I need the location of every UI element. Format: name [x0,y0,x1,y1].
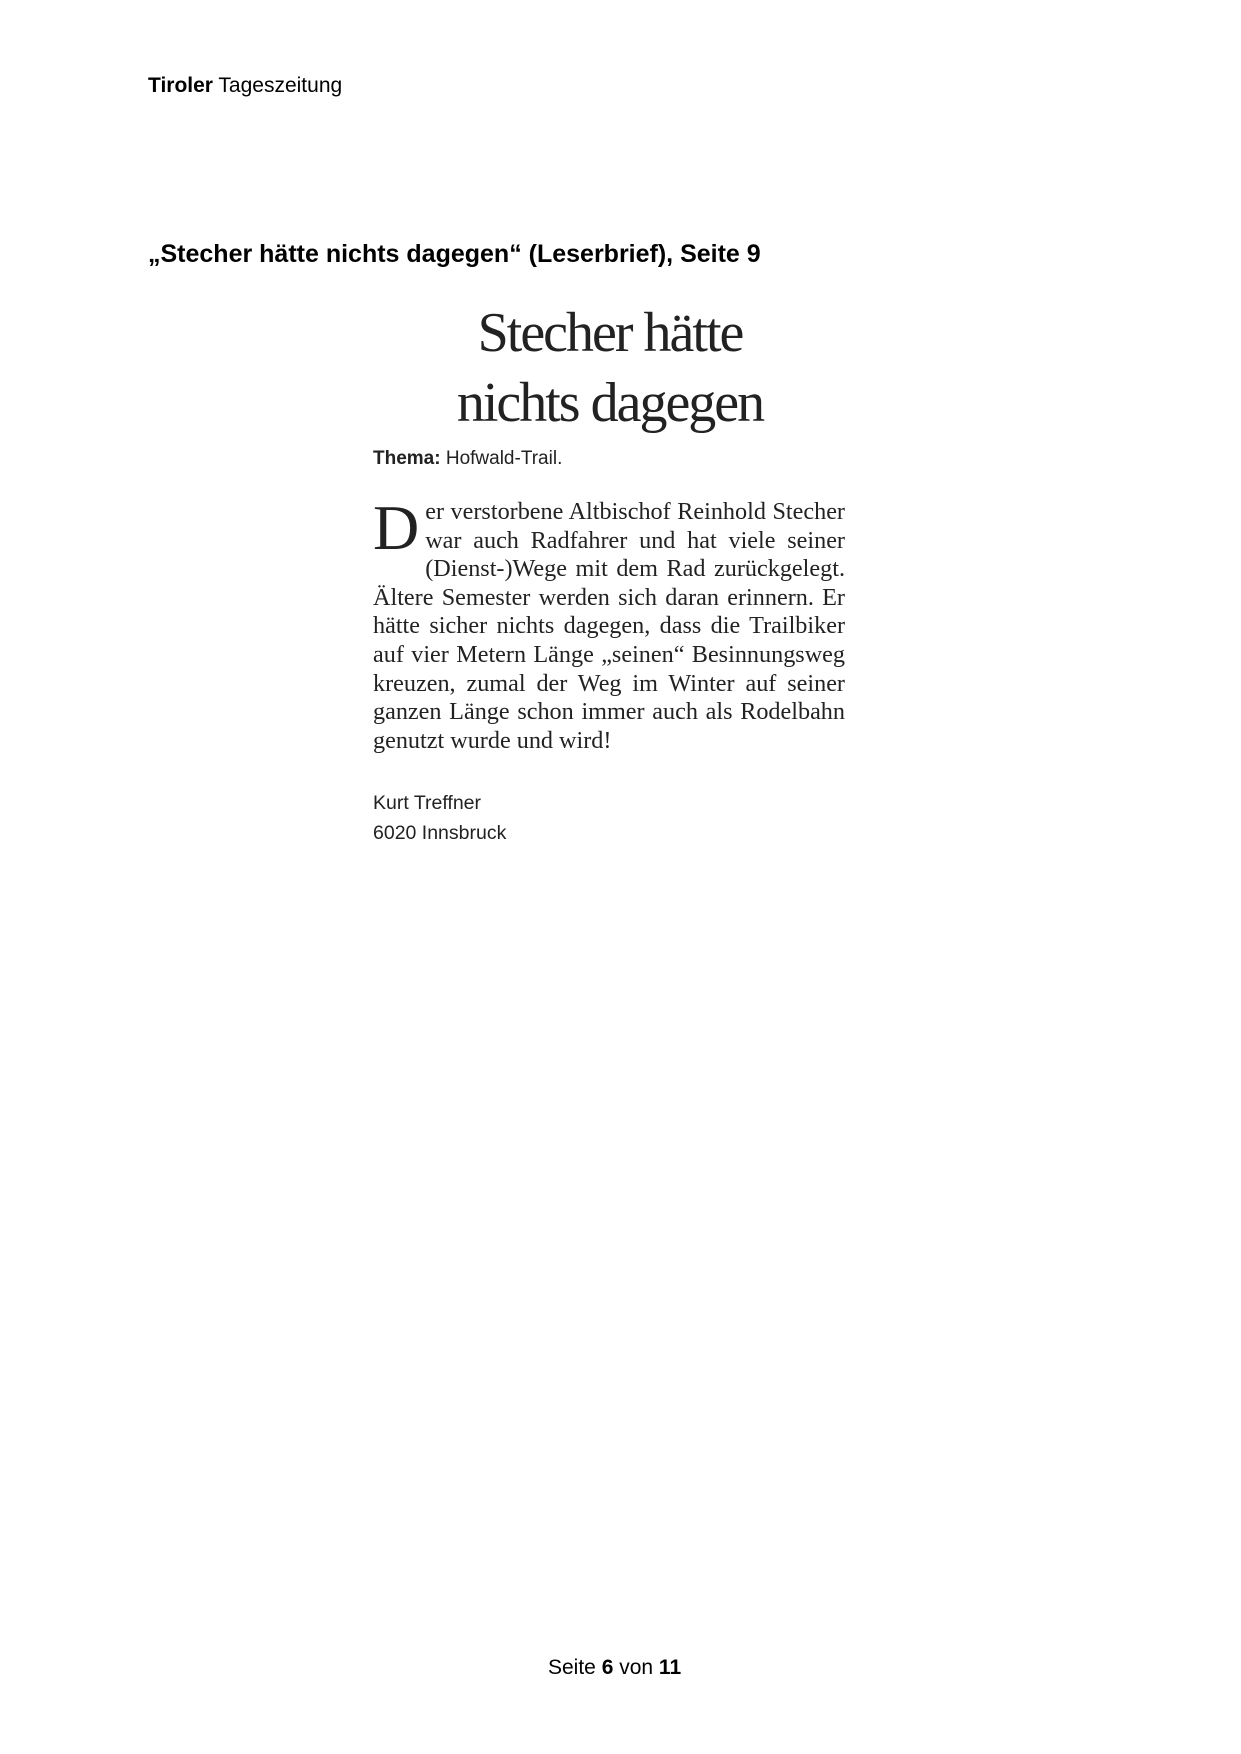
topic-label: Thema: [373,448,441,469]
newspaper-header [148,74,342,98]
topic-value: Hofwald-Trail. [440,448,563,469]
article-clipping [370,298,850,848]
body-text: er verstorbene Altbischof Reinhold Stecher war auch Radfahrer und hat viele seiner (Dienst-)Wege mit dem Rad zurückgelegt. Ältere Semester werden sich daran erinnern. Er hätte sicher nichts dagegen, dass die Trailbiker auf vier Metern Länge „seinen“ Besinnungsweg kreuzen, zumal der Weg im Winter auf seiner ganzen Länge schon immer auch als Rodelbahn genutzt wurde und wird! [373,498,845,754]
article-headline [370,298,850,438]
author-city: 6020 Innsbruck [373,822,507,845]
headline-line-2: nichts dagegen [456,372,764,434]
article-topic [373,446,850,472]
author-name: Kurt Treffner [373,792,482,815]
current-page: 6 [601,1656,614,1679]
brand-rest: Tageszeitung [212,74,343,97]
total-pages: 11 [658,1656,682,1679]
article-author [373,788,850,848]
article-body [373,492,845,755]
headline-line-1: Stecher hätte [477,302,743,364]
drop-cap: D [373,492,420,563]
page-prefix: Seite [548,1656,602,1679]
document-title: „Stecher hätte nichts dagegen“ (Leserbrief), Seite 9 [148,240,761,268]
page-middle: von [613,1656,659,1679]
page-number [548,1656,681,1680]
brand-bold: Tiroler [148,74,213,97]
